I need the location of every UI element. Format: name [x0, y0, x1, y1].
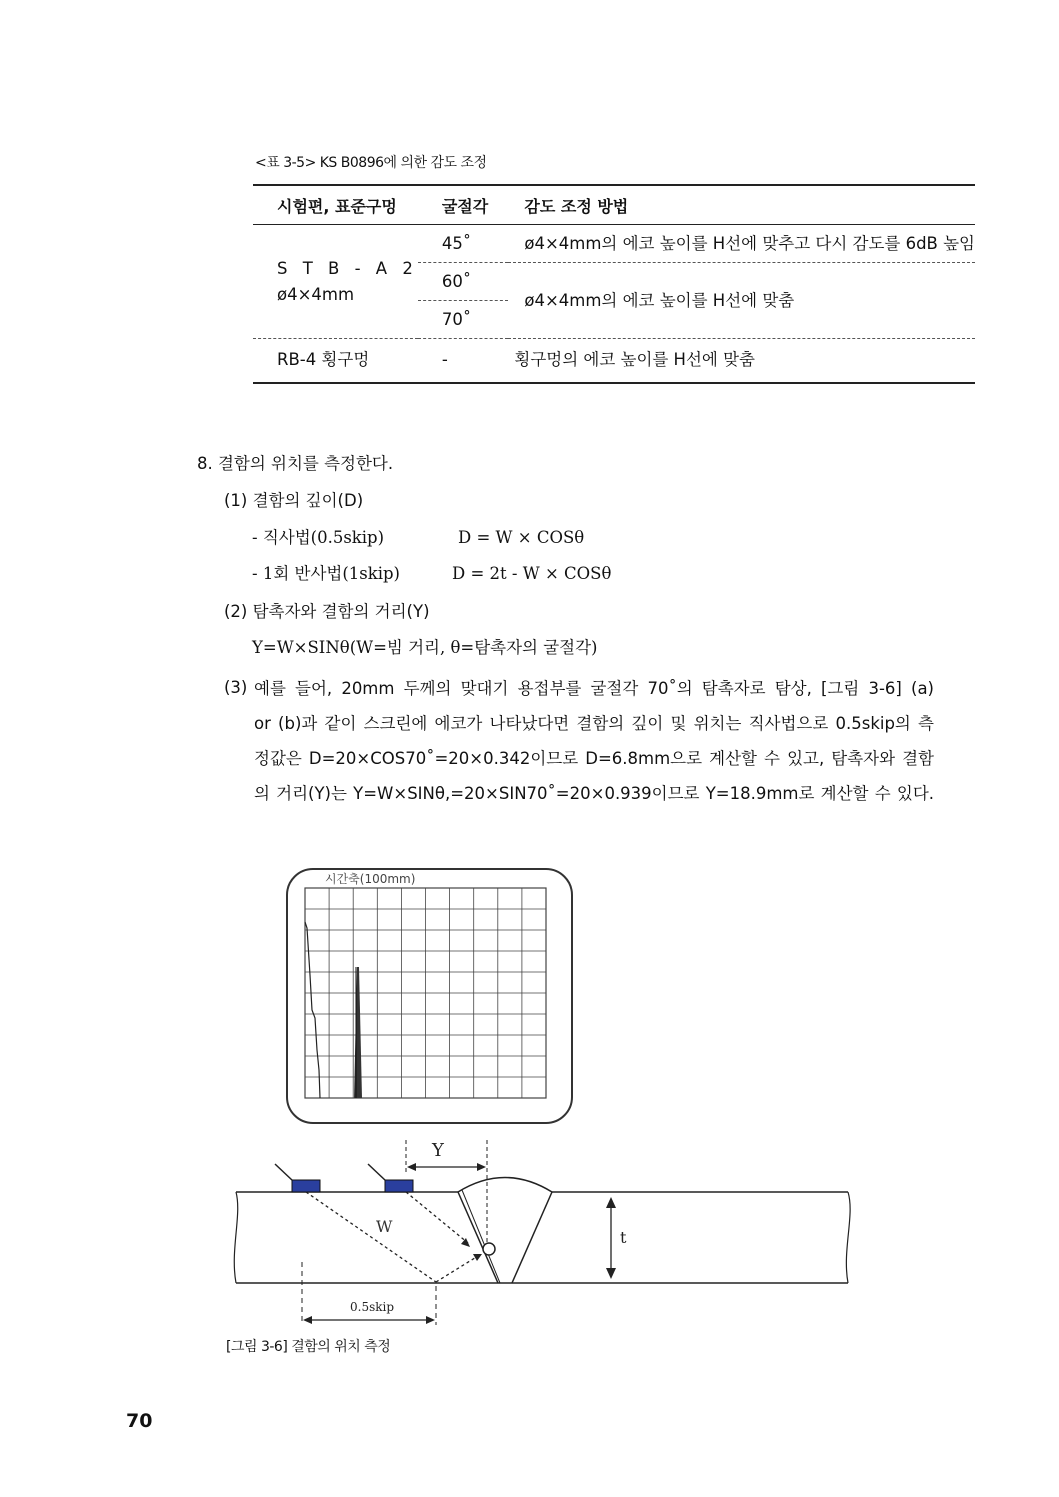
method-60-70: ø4×4mm의 에코 높이를 H선에 맞춤	[508, 263, 975, 339]
figure-diagram	[0, 860, 1059, 1340]
beam-arrow-direct	[461, 1238, 470, 1247]
label-0-5skip: 0.5skip	[350, 1300, 395, 1314]
label-Y: Y	[432, 1140, 444, 1161]
header-angle: 굴절각	[418, 185, 509, 225]
section-heading: 8. 결함의 위치를 측정한다.	[197, 454, 394, 473]
rb4-angle: -	[418, 339, 509, 383]
header-method: 감도 조정 방법	[508, 185, 975, 225]
angle-70: 70˚	[418, 301, 509, 339]
table-row	[253, 225, 975, 263]
page-number: 70	[126, 1410, 153, 1432]
sensitivity-table	[253, 184, 975, 384]
screen-bezel	[287, 869, 572, 1123]
item1-line2-label: - 1회 반사법(1skip)	[252, 564, 400, 583]
screen-label: 시간축(100mm)	[325, 872, 416, 886]
weld-crown	[458, 1178, 552, 1193]
item1-line1-formula: D = W × COSθ	[458, 528, 585, 547]
item3-line: or (b)과 같이 스크린에 에코가 나타났다면 결함의 깊이 및 위치는 직사법으로 0.5skip의 측	[254, 714, 934, 733]
header-specimen: 시험편, 표준구멍	[253, 185, 418, 225]
defect	[483, 1243, 495, 1255]
probe-cable-1	[275, 1164, 293, 1181]
beam-arrow-reflect	[473, 1254, 482, 1261]
label-t: t	[620, 1228, 627, 1247]
stb-cell	[253, 225, 418, 339]
probe-1	[292, 1180, 320, 1192]
label-W: W	[376, 1217, 393, 1236]
item3-line: 의 거리(Y)는 Y=W×SINθ,=20×SIN70˚=20×0.939이므로 Y=18.9mm로 계산할 수 있다.	[254, 784, 934, 803]
item3-line: 예를 들어, 20mm 두께의 맞대기 용접부를 굴절각 70˚의 탐촉자로 탐상, [그림 3-6] (a)	[254, 679, 934, 698]
item1-line2-formula: D = 2t - W × COSθ	[452, 564, 612, 583]
table-caption: <표 3-5> KS B0896에 의한 감도 조정	[255, 155, 487, 171]
probe-2	[385, 1180, 413, 1192]
stb-name: S T B - A 2	[277, 258, 418, 278]
weld-edge-right	[512, 1192, 552, 1283]
item2-formula: Y=W×SINθ(W=빔 거리, θ=탐촉자의 굴절각)	[252, 638, 598, 657]
method-45: ø4×4mm의 에코 높이를 H선에 맞추고 다시 감도를 6dB 높임	[508, 225, 975, 263]
beam-path-1skip-down	[306, 1192, 436, 1282]
item1-title: (1) 결함의 깊이(D)	[224, 491, 364, 510]
item2-title: (2) 탐촉자와 결함의 거리(Y)	[224, 602, 430, 621]
figure-caption: [그림 3-6] 결함의 위치 측정	[226, 1339, 391, 1355]
beam-path-direct	[406, 1192, 468, 1243]
item1-line1-label: - 직사법(0.5skip)	[252, 528, 385, 547]
angle-60: 60˚	[418, 263, 509, 301]
angle-45: 45˚	[418, 225, 509, 263]
rb4-name: RB-4 횡구멍	[253, 339, 418, 383]
table-header-row	[253, 185, 975, 225]
beam-path-1skip-up	[436, 1256, 478, 1282]
probe-cable-2	[368, 1164, 386, 1181]
item3-label: (3)	[224, 678, 248, 697]
stb-hole: ø4×4mm	[277, 284, 355, 304]
break-left	[234, 1192, 237, 1283]
weld-edge-left	[458, 1192, 498, 1283]
rb4-method: 횡구멍의 에코 높이를 H선에 맞춤	[508, 339, 975, 383]
item3-line: 정값은 D=20×COS70˚=20×0.342이므로 D=6.8mm으로 계산할 수 있고, 탐촉자와 결함	[254, 749, 934, 768]
item3-paragraph	[254, 671, 934, 811]
break-right	[846, 1192, 850, 1283]
table-row	[253, 339, 975, 383]
